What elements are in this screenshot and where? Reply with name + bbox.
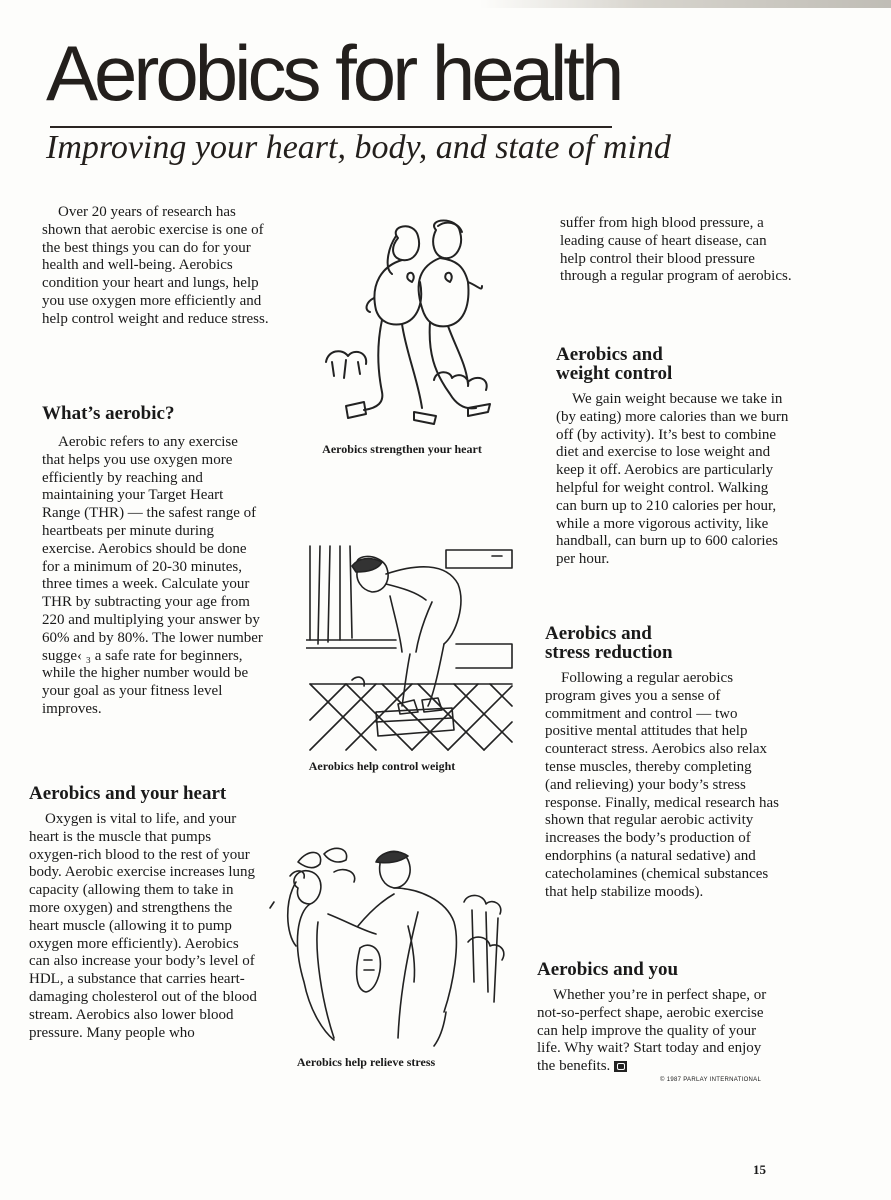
weight-control-heading-line1: Aerobics and	[556, 344, 663, 365]
aerobics-you-text-content: Whether you’re in perfect shape, or not-so-perfect shape, aerobic exercise can help improve the quality of your life. Why wait? Start today and enjoy the benefits.	[537, 987, 767, 1075]
aerobics-you-section	[537, 960, 777, 1076]
weight-control-heading-line2: weight control	[556, 363, 673, 384]
stress-reduction-section	[545, 624, 780, 901]
walking-caption: Aerobics strengthen your heart	[322, 442, 482, 456]
whats-aerobic-heading: What’s aerobic?	[42, 403, 175, 424]
couple-stretching-illustration	[268, 842, 518, 1052]
whats-aerobic-text: Aerobic refers to any exercise that helps you use oxygen more efficiently by reaching and maintaining your Target Heart Range (THR) — the safest range of heartbeats per minute during exercise. Aerobics should be done for a minimum of 20-30 minutes, three times a week. Calculate your THR by subtracting your age from 220 and multiplying your answer by 60% and by 80%. The lower number sugge‹ ₃ a safe rate for beginners, while the higher number would be your goal as your fitness level improves.	[42, 434, 263, 717]
page-number: 15	[753, 1162, 766, 1177]
aerobics-heart-text: Oxygen is vital to life, and your heart is the muscle that pumps oxygen-rich blood to the rest of your body. Aerobic exercise increases lung capacity (allowing them to take in more oxygen) and strengthens the heart muscle (allowing it to pump oxygen more efficiently). Aerobics can also increase your body’s level of HDL, a substance that carries heart-damaging cholesterol out of the blood stream. Aerobics also lower blood pressure. Many people who	[29, 811, 257, 1041]
scale-caption: Aerobics help control weight	[308, 759, 456, 773]
whats-aerobic-section	[42, 404, 264, 719]
aerobics-heart-section	[29, 784, 261, 1042]
stress-reduction-heading-line1: Aerobics and	[545, 623, 652, 644]
scan-edge-shadow	[480, 0, 891, 8]
stress-reduction-text: Following a regular aerobics program gives you a sense of commitment and control — two positive mental attitudes that help counteract stress. Aerobics also relax tense muscles, thereby completing (and relieving) your body’s stress response. Finally, medical research has shown that regular aerobic activity increases the body’s production of endorphins (a natural sedative) and catecholamines (chemical substances that help stabilize moods).	[545, 670, 779, 900]
stress-reduction-heading-line2: stress reduction	[545, 642, 673, 663]
end-mark-icon	[614, 1061, 627, 1072]
page-title: Aerobics for health	[46, 29, 621, 117]
aerobics-heart-heading: Aerobics and your heart	[29, 783, 227, 804]
bathroom-scale-illustration	[306, 544, 516, 754]
aerobics-heart-continued-text: suffer from high blood pressure, a leading cause of heart disease, can help control their blood pressure through a regular program of aerobics.	[560, 215, 792, 285]
aerobics-you-heading: Aerobics and you	[537, 959, 679, 980]
walking-couple-illustration	[318, 212, 500, 438]
weight-control-section	[556, 345, 790, 569]
weight-control-text: We gain weight because we take in (by eating) more calories than we burn off (by activity). It’s best to combine diet and exercise to lose weight and keep it off. Aerobics are particularly helpful for weight control. Walking can burn up to 210 calories per hour, while a more vigorous activity, like handball, can burn up to 600 calories per hour.	[556, 391, 789, 568]
intro-section	[42, 204, 272, 329]
page-subtitle: Improving your heart, body, and state of mind	[46, 129, 671, 166]
intro-text: Over 20 years of research has shown that aerobic exercise is one of the best things you can do for your health and well-being. Aerobics condition your heart and lungs, help you use oxygen more efficiently and help control weight and reduce stress.	[42, 204, 269, 327]
copyright: © 1987 PARLAY INTERNATIONAL	[660, 1077, 762, 1083]
couple-caption: Aerobics help relieve stress	[296, 1055, 436, 1069]
heart-continued-section	[560, 215, 792, 286]
aerobics-you-text	[537, 987, 777, 1076]
